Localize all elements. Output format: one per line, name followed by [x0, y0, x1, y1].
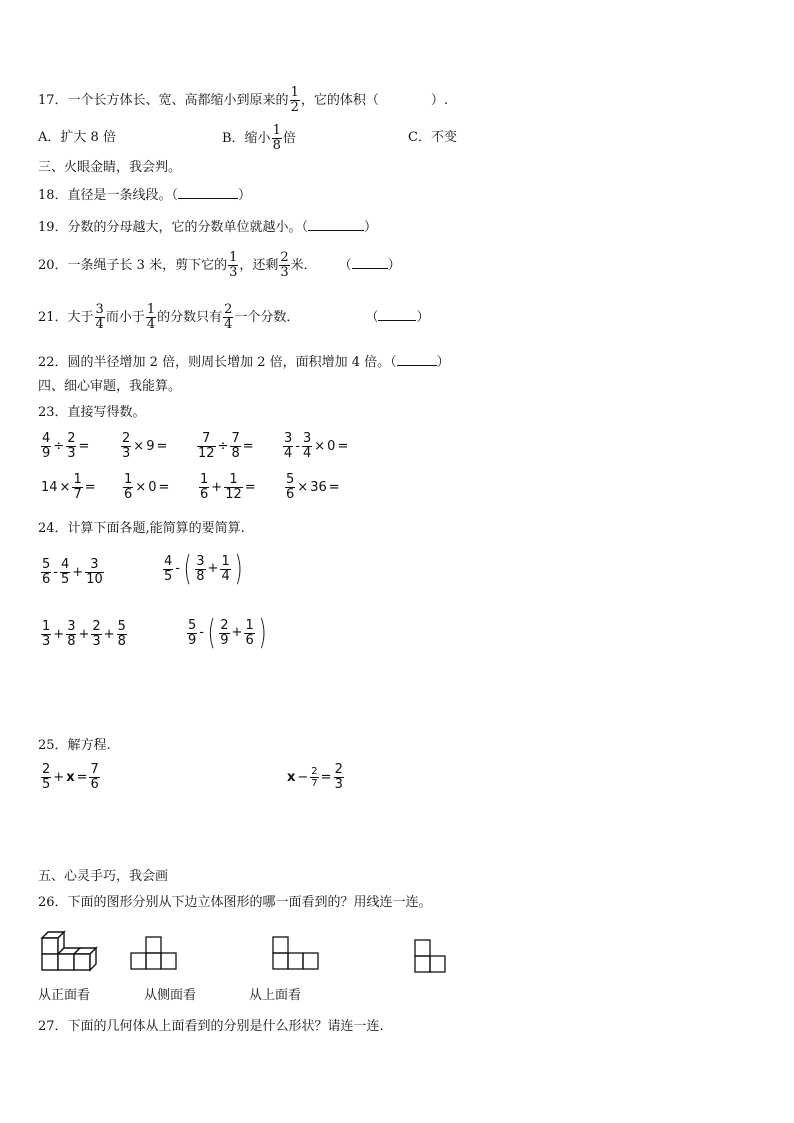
denominator: 3	[122, 446, 131, 461]
math-symbol: +	[231, 625, 243, 640]
numerator: 3	[95, 302, 104, 317]
numerator: 3	[85, 558, 104, 573]
denominator: 8	[67, 634, 76, 649]
math-symbol: ÷	[53, 438, 65, 454]
math-symbol: +	[53, 626, 65, 642]
q17-close: ）.	[430, 93, 448, 108]
math-symbol: =	[76, 769, 88, 785]
denominator: 7	[73, 487, 82, 502]
fraction	[41, 620, 51, 649]
denominator: 4	[224, 317, 233, 332]
numerator: 4	[60, 557, 70, 572]
numerator: 1	[290, 85, 299, 100]
fraction	[224, 473, 243, 502]
q23-expr-4	[282, 432, 349, 461]
q25-equation-2	[286, 763, 345, 792]
q19-answer-blank[interactable]	[308, 217, 364, 231]
denominator: 6	[245, 632, 254, 648]
fraction	[66, 620, 76, 649]
numerator: 1	[245, 617, 254, 633]
denominator: 12	[198, 446, 215, 461]
math-symbol: +	[53, 769, 65, 785]
denominator: 9	[42, 446, 51, 461]
parenthesis: (	[183, 549, 192, 589]
fraction	[41, 432, 51, 461]
q21-text-post: 一个分数．	[234, 310, 300, 325]
q17-option-c: C．不变	[408, 130, 457, 145]
fraction	[117, 620, 127, 649]
fraction	[41, 558, 51, 587]
denominator: 4	[146, 317, 156, 332]
q17-line	[38, 86, 448, 115]
q19-text: 19．分数的分母越大，它的分数单位就越小。（	[38, 220, 309, 235]
fraction	[123, 473, 133, 502]
fraction	[163, 555, 173, 584]
q26-view-shape-3	[414, 938, 448, 974]
math-symbol: 36	[310, 479, 327, 495]
q22-text: 22．圆的半径增加 2 倍，则周长增加 2 倍，面积增加 4 倍。（	[38, 355, 397, 370]
fraction	[91, 620, 101, 649]
math-symbol: x	[66, 769, 75, 785]
math-symbol: +	[72, 564, 84, 580]
q17-fraction	[290, 86, 300, 115]
numerator: 7	[197, 432, 216, 447]
fraction	[60, 558, 70, 587]
parenthesis: (	[207, 613, 216, 653]
math-symbol: ×	[59, 479, 71, 495]
fraction	[66, 432, 76, 461]
math-symbol: +	[78, 626, 90, 642]
q17-number: 17．	[38, 93, 68, 108]
fraction	[302, 432, 312, 461]
numerator: 3	[196, 553, 205, 569]
q17-text-pre: 一个长方体长、宽、高都缩小到原来的	[67, 93, 289, 108]
math-symbol: ÷	[217, 438, 229, 454]
section-3-heading: 三、火眼金睛，我会判。	[38, 160, 182, 175]
denominator: 3	[229, 265, 238, 280]
denominator: 6	[200, 487, 209, 502]
fraction	[121, 432, 131, 461]
denominator: 6	[124, 487, 133, 502]
q26-label-top: 从上面看	[249, 988, 302, 1003]
fraction	[41, 763, 51, 792]
denominator: 6	[90, 777, 99, 792]
math-symbol: +	[211, 479, 223, 495]
q20-paren-close: ）	[387, 258, 401, 273]
numerator: 5	[42, 557, 51, 572]
fraction	[334, 763, 344, 792]
q20-answer-blank[interactable]	[352, 255, 388, 269]
q17-option-b	[222, 124, 296, 153]
denominator: 8	[117, 634, 126, 649]
numerator: 2	[67, 431, 76, 446]
q26-view-shape-2	[272, 935, 320, 971]
fraction	[72, 473, 82, 502]
math-symbol: −	[297, 769, 309, 785]
fraction	[197, 432, 216, 461]
denominator: 7	[311, 778, 318, 789]
q22-answer-blank[interactable]	[397, 352, 437, 366]
option-b-text: B．缩小	[222, 131, 271, 146]
q25-equation-1	[40, 763, 101, 792]
numerator: 1	[146, 302, 156, 317]
denominator: 6	[286, 487, 295, 502]
q18-close: ）	[238, 188, 252, 203]
denominator: 8	[196, 568, 205, 584]
q20-line	[38, 251, 401, 280]
fraction	[219, 619, 229, 648]
numerator: 3	[284, 431, 293, 446]
math-symbol: ×	[133, 438, 145, 454]
denominator: 12	[225, 487, 242, 502]
q26-3d-solid-figure	[38, 928, 100, 972]
math-symbol: =	[242, 438, 254, 454]
denominator: 6	[42, 572, 51, 587]
numerator: 2	[311, 766, 318, 777]
option-b-suffix: 倍	[282, 131, 296, 146]
q20-text-mid: ，还剩	[239, 258, 279, 273]
q21-text-pre: 21．大于	[38, 310, 94, 325]
q22-close: ）	[436, 355, 450, 370]
fraction	[310, 766, 318, 789]
q20-text-pre: 20．一条绳子长 3 米，剪下它的	[38, 258, 228, 273]
denominator: 2	[290, 100, 299, 115]
q18-answer-blank[interactable]	[178, 185, 238, 199]
math-symbol: =	[337, 438, 349, 454]
numerator: 1	[224, 473, 243, 488]
fraction	[89, 763, 99, 792]
q20-text-post: 米．	[290, 258, 317, 273]
q23-expr-3	[196, 432, 255, 461]
math-symbol: =	[84, 479, 96, 495]
math-symbol: =	[244, 479, 256, 495]
numerator: 1	[73, 472, 82, 487]
q26-view-shape-1	[130, 935, 178, 971]
denominator: 5	[164, 568, 173, 584]
math-symbol: ×	[297, 479, 309, 495]
denominator: 3	[334, 777, 343, 792]
q23-expr-8	[284, 473, 341, 502]
math-symbol: =	[158, 479, 170, 495]
q23-expr-5	[40, 473, 97, 502]
numerator: 3	[67, 619, 76, 634]
math-symbol: 0	[148, 479, 157, 495]
numerator: 5	[117, 619, 126, 634]
q23-expr-6	[122, 473, 170, 502]
fraction	[187, 619, 197, 648]
parenthesis: )	[258, 613, 267, 653]
denominator: 5	[42, 777, 51, 792]
q19-close: ）	[364, 220, 378, 235]
q17-text-post: ，它的体积（	[300, 93, 379, 108]
q24-title: 24．计算下面各题,能简算的要简算.	[38, 521, 245, 536]
numerator: 2	[42, 762, 51, 777]
fraction	[220, 555, 230, 584]
numerator: 1	[229, 250, 238, 265]
denominator: 3	[67, 446, 76, 461]
q21-text-mid1: 而小于	[105, 310, 145, 325]
numerator: 2	[334, 762, 343, 777]
q21-fraction-1	[95, 303, 105, 332]
q20-fraction-1	[228, 251, 238, 280]
q20-fraction-2	[279, 251, 289, 280]
section-4-heading: 四、细心审题，我能算。	[38, 379, 182, 394]
numerator: 1	[272, 123, 281, 138]
math-symbol: +	[103, 626, 115, 642]
math-symbol: x	[287, 769, 296, 785]
q21-text-mid2: 的分数只有	[157, 310, 223, 325]
q26-label-front: 从正面看	[38, 988, 91, 1003]
q21-paren-open: （	[365, 310, 379, 325]
denominator: 4	[284, 446, 293, 461]
math-symbol: -	[175, 561, 180, 576]
math-symbol: =	[328, 479, 340, 495]
fraction	[285, 473, 295, 502]
q21-answer-blank[interactable]	[378, 307, 416, 321]
q22-line	[38, 352, 450, 373]
denominator: 3	[92, 634, 101, 649]
q27-title: 27．下面的几何体从上面看到的分别是什么形状？请连一连.	[38, 1019, 384, 1034]
math-symbol: -	[295, 438, 300, 454]
denominator: 9	[220, 632, 229, 648]
q19-line	[38, 217, 377, 238]
q23-expr-1	[40, 432, 90, 461]
numerator: 1	[221, 553, 230, 569]
fraction	[283, 432, 293, 461]
denominator: 4	[95, 317, 104, 332]
q21-paren-close: ）	[416, 310, 430, 325]
denominator: 10	[86, 572, 103, 587]
q24-expr-1	[40, 558, 105, 587]
numerator: 5	[188, 617, 197, 633]
math-symbol: ×	[135, 479, 147, 495]
fraction	[195, 555, 205, 584]
denominator: 5	[60, 572, 70, 587]
math-symbol: -	[199, 625, 204, 640]
option-b-fraction	[272, 124, 282, 153]
denominator: 4	[302, 446, 312, 461]
q24-expr-4	[186, 613, 269, 653]
math-symbol: 14	[41, 479, 58, 495]
numerator: 5	[286, 472, 295, 487]
numerator: 2	[280, 250, 289, 265]
numerator: 3	[302, 431, 312, 446]
numerator: 2	[122, 431, 131, 446]
denominator: 8	[231, 446, 240, 461]
math-symbol: =	[156, 438, 168, 454]
numerator: 7	[90, 762, 99, 777]
q20-paren-open: （	[338, 258, 352, 273]
math-symbol: =	[78, 438, 90, 454]
q23-title: 23．直接写得数。	[38, 405, 146, 420]
q17-option-a: A．扩大 8 倍	[38, 130, 116, 145]
math-symbol: +	[207, 561, 219, 576]
q23-expr-2	[120, 432, 168, 461]
numerator: 2	[92, 619, 101, 634]
numerator: 1	[200, 472, 209, 487]
numerator: 1	[42, 619, 51, 634]
q25-title: 25．解方程.	[38, 738, 111, 753]
numerator: 2	[220, 617, 229, 633]
fraction	[85, 558, 104, 587]
math-symbol: 9	[146, 438, 155, 454]
denominator: 8	[272, 138, 281, 153]
q23-expr-7	[198, 473, 257, 502]
fraction	[199, 473, 209, 502]
numerator: 1	[124, 472, 133, 487]
q18-line	[38, 185, 251, 206]
denominator: 9	[188, 632, 197, 648]
q26-title: 26．下面的图形分别从下边立体图形的哪一面看到的？用线连一连。	[38, 895, 432, 910]
fraction	[230, 432, 240, 461]
q24-expr-3	[40, 620, 128, 649]
denominator: 3	[42, 634, 51, 649]
denominator: 3	[280, 265, 289, 280]
q26-label-side: 从侧面看	[144, 988, 197, 1003]
math-symbol: =	[320, 769, 332, 785]
section-5-heading: 五、心灵手巧，我会画	[38, 869, 169, 884]
q21-fraction-3	[223, 303, 233, 332]
q24-expr-2	[162, 549, 245, 589]
numerator: 4	[42, 431, 51, 446]
numerator: 4	[164, 553, 173, 569]
q18-text: 18．直径是一条线段。（	[38, 188, 179, 203]
q21-line	[38, 303, 429, 332]
q21-fraction-2	[146, 303, 156, 332]
fraction	[244, 619, 254, 648]
parenthesis: )	[234, 549, 243, 589]
denominator: 4	[221, 568, 230, 584]
math-symbol: -	[53, 564, 58, 580]
math-symbol: 0	[327, 438, 336, 454]
numerator: 7	[231, 431, 240, 446]
math-symbol: ×	[314, 438, 326, 454]
numerator: 2	[224, 302, 233, 317]
